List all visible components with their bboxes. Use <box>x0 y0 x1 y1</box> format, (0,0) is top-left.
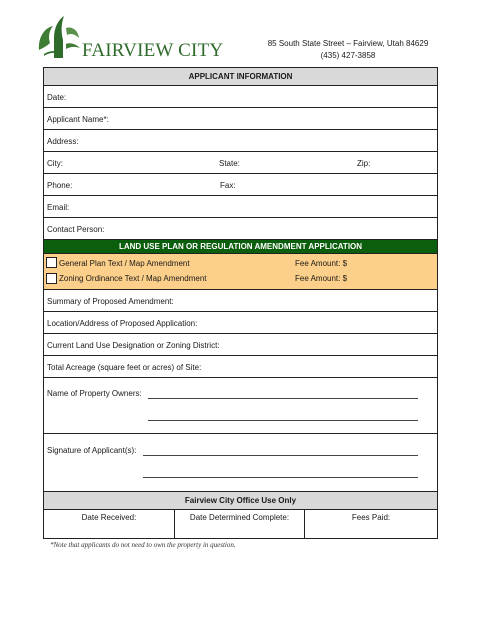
applicant-name-row[interactable] <box>44 108 437 130</box>
current-land-use-label: Current Land Use Designation or Zoning District: <box>47 341 220 350</box>
date-complete-label: Date Determined Complete: <box>189 513 290 522</box>
signature-line-1[interactable] <box>143 455 418 456</box>
summary-row[interactable] <box>44 290 437 312</box>
tree-logo-icon <box>36 14 82 62</box>
footnote: *Note that applicants do not need to own the property in question. <box>50 541 236 549</box>
city-label: City: <box>47 159 63 168</box>
phone-line: (435) 427-3858 <box>320 51 376 60</box>
current-land-use-row[interactable] <box>44 334 437 356</box>
summary-label: Summary of Proposed Amendment: <box>47 297 174 306</box>
signature-row <box>44 434 437 492</box>
phone-fax-row[interactable] <box>44 174 437 196</box>
total-acreage-row[interactable] <box>44 356 437 378</box>
phone-label: Phone: <box>47 181 73 190</box>
date-row[interactable] <box>44 86 437 108</box>
state-label: State: <box>219 159 240 168</box>
contact-person-label: Contact Person: <box>47 225 105 234</box>
date-received-cell[interactable] <box>44 510 175 538</box>
property-owners-line-2[interactable] <box>148 420 418 421</box>
location-row[interactable] <box>44 312 437 334</box>
address-row[interactable] <box>44 130 437 152</box>
applicant-name-label: Applicant Name*: <box>47 115 109 124</box>
office-use-row <box>44 510 437 538</box>
property-owners-label: Name of Property Owners: <box>47 389 142 398</box>
general-plan-fee: Fee Amount: $ <box>295 259 348 268</box>
amendment-options <box>44 254 437 290</box>
date-received-label: Date Received: <box>81 513 137 522</box>
general-plan-label: General Plan Text / Map Amendment <box>59 259 190 268</box>
city-state-zip-row[interactable] <box>44 152 437 174</box>
fees-paid-label: Fees Paid: <box>351 513 391 522</box>
city-address <box>250 38 446 62</box>
location-label: Location/Address of Proposed Application: <box>47 319 198 328</box>
signature-label: Signature of Applicant(s): <box>47 446 137 455</box>
general-plan-checkbox[interactable] <box>46 257 57 268</box>
property-owners-line-1[interactable] <box>148 398 418 399</box>
fax-label: Fax: <box>220 181 236 190</box>
logo-text: FAIRVIEW CITY <box>82 40 224 61</box>
fairview-city-logo <box>36 14 224 62</box>
office-use-header: Fairview City Office Use Only <box>44 492 437 510</box>
contact-person-row[interactable] <box>44 218 437 240</box>
address-line: 85 South State Street – Fairview, Utah 84629 <box>267 39 429 48</box>
address-label: Address: <box>47 137 79 146</box>
date-label: Date: <box>47 93 67 102</box>
applicant-info-header: APPLICANT INFORMATION <box>44 68 437 86</box>
zoning-ordinance-checkbox[interactable] <box>46 273 57 284</box>
fees-paid-cell[interactable] <box>305 510 437 538</box>
email-row[interactable] <box>44 196 437 218</box>
application-form <box>43 67 438 539</box>
property-owners-row <box>44 378 437 434</box>
email-label: Email: <box>47 203 70 212</box>
zip-label: Zip: <box>357 159 371 168</box>
date-complete-cell[interactable] <box>175 510 305 538</box>
total-acreage-label: Total Acreage (square feet or acres) of Site: <box>47 363 202 372</box>
zoning-ordinance-label: Zoning Ordinance Text / Map Amendment <box>59 274 207 283</box>
land-use-header: LAND USE PLAN OR REGULATION AMENDMENT APPLICATION <box>44 240 437 254</box>
zoning-ordinance-fee: Fee Amount: $ <box>295 274 348 283</box>
signature-line-2[interactable] <box>143 477 418 478</box>
